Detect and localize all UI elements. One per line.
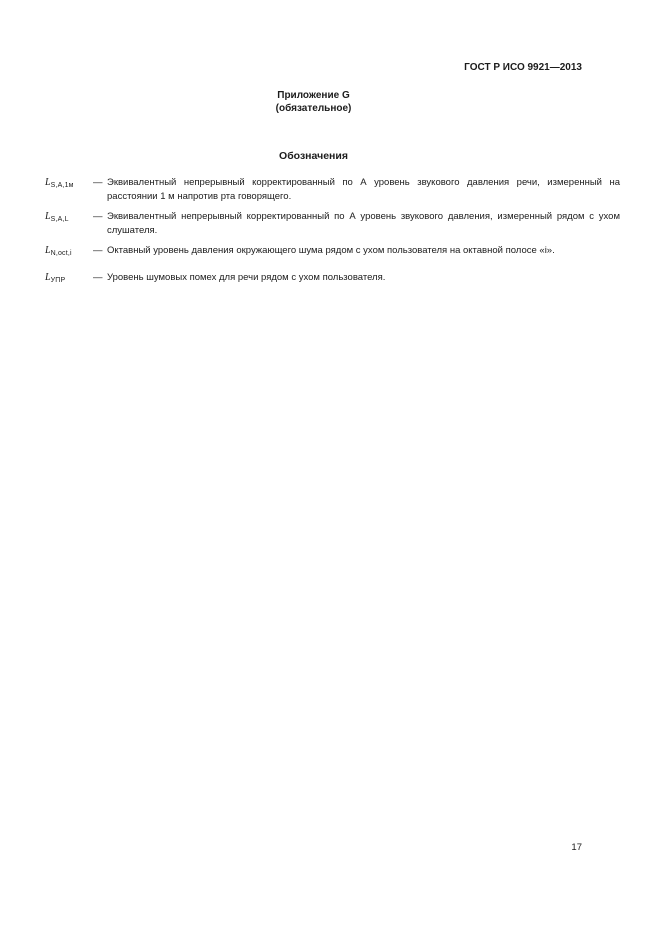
page-number: 17 [571,842,582,853]
symbols-list [45,176,620,294]
standard-code-header: ГОСТ Р ИСО 9921—2013 [464,62,582,73]
symbol-definition: Эквивалентный непрерывный корректированный по А уровень звукового давления речи, измеренный на расстоянии 1 м напротив рта говорящего. [107,177,620,202]
symbol-subscript: S,A,L [50,216,69,223]
symbol-row [45,210,620,238]
symbol-row [45,244,620,261]
definition-dash: — [93,272,103,283]
symbol-base: L [45,245,51,256]
symbol-base: L [45,272,51,283]
symbol-definition: Уровень шумовых помех для речи рядом с ухом пользователя. [107,272,386,283]
appendix-heading [45,89,582,115]
symbol-definition: Эквивалентный непрерывный корректированный по А уровень звукового давления, измеренный рядом с ухом слушателя. [107,211,620,236]
appendix-type-note: (обязательное) [275,103,352,114]
symbol-term [45,271,93,288]
appendix-title: Приложение G [277,90,350,101]
definition-dash: — [93,211,103,222]
symbol-row [45,176,620,204]
symbol-definition: Октавный уровень давления окружающего шума рядом с ухом пользователя на октавной полосе «i». [107,245,555,256]
section-title: Обозначения [279,150,348,162]
symbol-base: L [45,211,51,222]
symbol-subscript: S,A,1м [50,182,74,189]
definition-dash: — [93,245,103,256]
symbol-subscript: УПР [50,277,66,284]
definition-dash: — [93,177,103,188]
symbol-subscript: N,oct,i [50,250,72,257]
symbol-term [45,176,93,193]
symbol-row [45,271,620,288]
symbol-base: L [45,177,51,188]
symbol-term [45,244,93,261]
symbol-term [45,210,93,227]
